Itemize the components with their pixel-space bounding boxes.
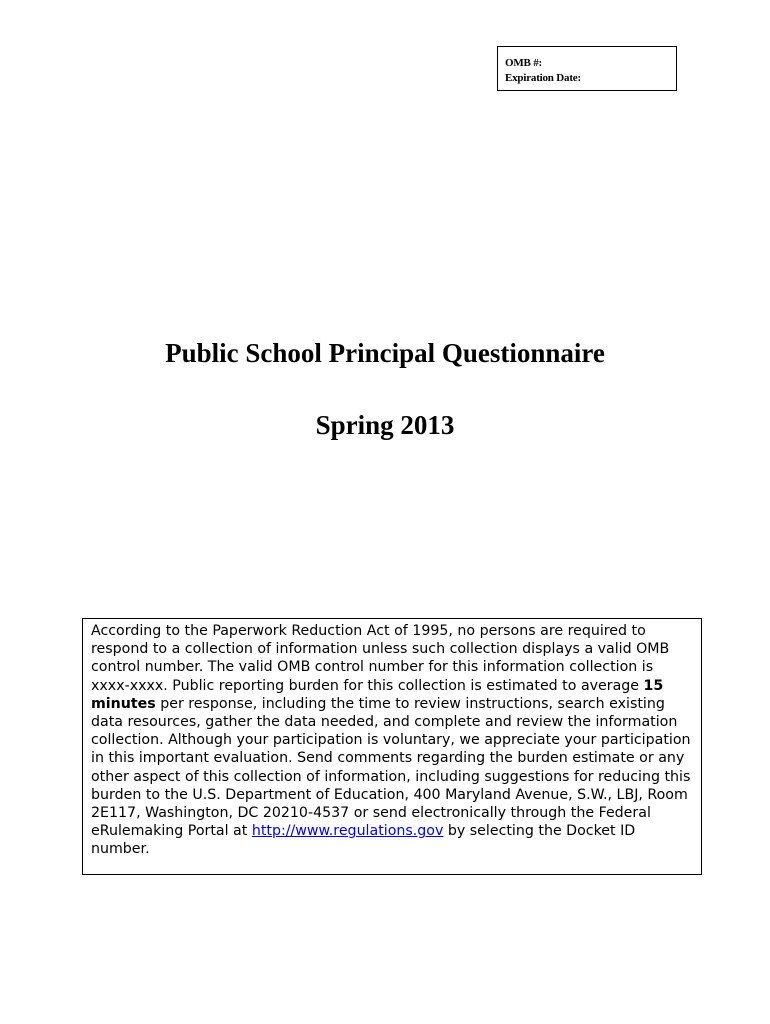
omb-number-label: OMB #: xyxy=(505,57,542,69)
expiration-date-label: Expiration Date: xyxy=(505,72,581,84)
regulations-gov-link[interactable]: http://www.regulations.gov xyxy=(251,823,444,840)
burden-text-closing: by selecting the Docket ID number. xyxy=(91,823,636,858)
burden-text-body: per response, including the time to review instructions, search existing data resources, gather the data needed, and complete and review the information collection. Although your participation is voluntary, we appreciate your participation in this important evaluation. Send comments regarding the burden estimate or any other aspect of this collection of information, including suggestions for reducing this burden to the U.S. Department of Education, 400 Maryland Avenue, S.W., LBJ, Room 2E117, Washington, DC 20210-4537 or send electronically through the Federal eRulemaking Portal at xyxy=(91,695,691,840)
document-title: Public School Principal Questionnaire xyxy=(165,338,605,368)
document-subtitle: Spring 2013 xyxy=(315,410,455,440)
paperwork-burden-statement xyxy=(82,618,702,875)
burden-time-estimate: 15 minutes xyxy=(91,677,664,712)
burden-statement-text xyxy=(91,622,695,859)
burden-text-intro: According to the Paperwork Reduction Act of 1995, no persons are required to respond to a collection of information unless such collection displays a valid OMB control number. The valid OMB control number for this information collection is xxxx-xxxx. Public reporting burden for this collection is estimated to average xyxy=(91,623,670,694)
omb-info-box xyxy=(497,46,677,91)
